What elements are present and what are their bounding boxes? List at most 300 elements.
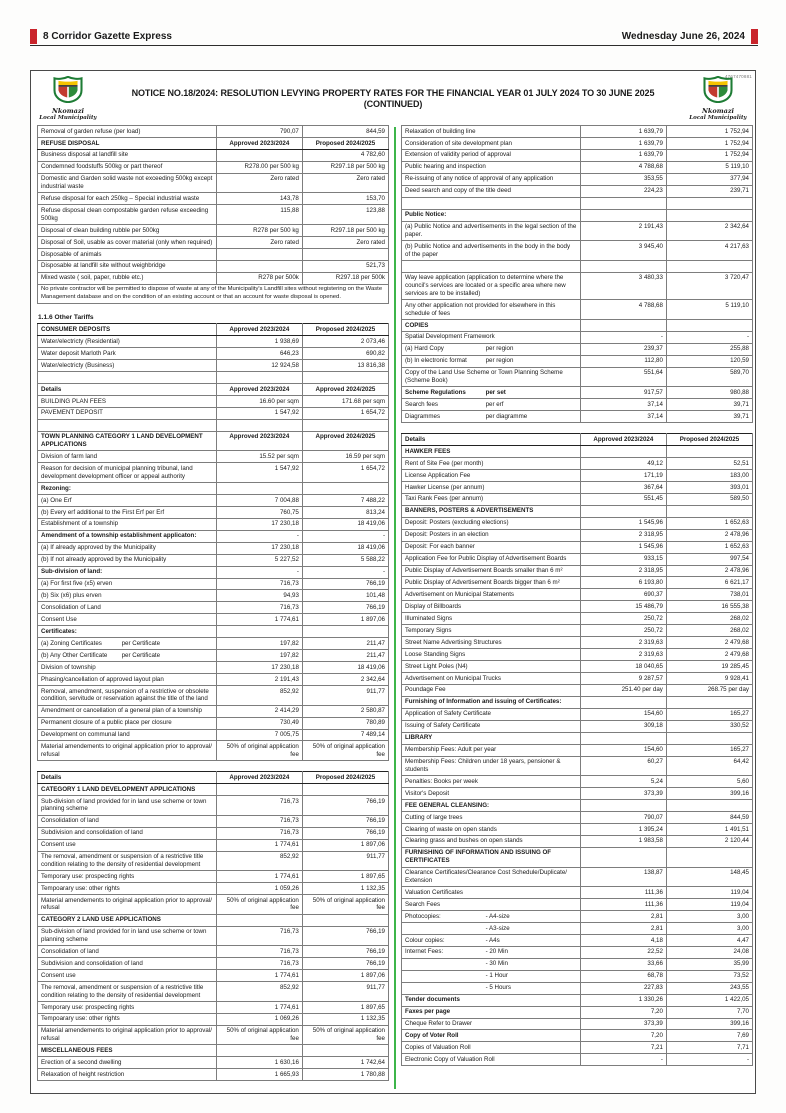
green-column-divider: [394, 127, 396, 1089]
table-row: [38, 126, 389, 138]
table-row: [38, 871, 389, 883]
issue-date: Wednesday June 26, 2024: [621, 30, 745, 42]
proposed-value-cell: 3,00: [666, 911, 752, 923]
proposed-value-cell: 50% of original application fee: [302, 1025, 388, 1045]
tariff-description-cell: Clearance Certificates/Clearance Cost Schedule/Duplicate/ Extension: [402, 867, 581, 887]
approved-value-cell: -: [216, 530, 302, 542]
table-row: [38, 1057, 389, 1069]
approved-value-cell: 7,20: [580, 1030, 666, 1042]
proposed-value-cell: 52,51: [666, 458, 752, 470]
approved-value-cell: 17 230,18: [216, 542, 302, 554]
table-row: [402, 505, 753, 517]
proposed-value-cell: 766,19: [302, 946, 388, 958]
approved-value-cell: 1 059,26: [216, 883, 302, 895]
tariff-description-cell: Deposit: Posters (excluding elections): [402, 517, 581, 529]
proposed-value-cell: 330,52: [666, 720, 752, 732]
approved-value-cell: 4,18: [580, 934, 666, 946]
approved-value-cell: Approved 2023/2024: [216, 431, 302, 451]
table-row: [38, 360, 389, 372]
tariff-description-cell: Erection of a second dwelling: [38, 1057, 217, 1069]
proposed-value-cell: 39,71: [666, 411, 752, 423]
proposed-value-cell: Approved 2024/2025: [302, 383, 388, 395]
proposed-value-cell: [666, 696, 752, 708]
approved-value-cell: 917,57: [580, 387, 666, 399]
proposed-value-cell: 35,99: [666, 958, 752, 970]
table-row: [402, 577, 753, 589]
approved-value-cell: 94,93: [216, 590, 302, 602]
tariff-description-cell: Copy of the Land Use Scheme or Town Planning Scheme (Scheme Book): [402, 367, 581, 387]
proposed-value-cell: 589,70: [666, 367, 752, 387]
proposed-value-cell: 9 928,41: [666, 672, 752, 684]
proposed-value-cell: 171.68 per sqm: [302, 395, 388, 407]
approved-value-cell: 7,21: [580, 1042, 666, 1054]
tariff-description-cell: Consolidation of Land: [38, 602, 217, 614]
approved-value-cell: 197,82: [216, 650, 302, 662]
approved-value-cell: R278 per 500 kg: [216, 225, 302, 237]
empty-cell: [38, 372, 217, 384]
approved-value-cell: 4 788,68: [580, 161, 666, 173]
tariff-description-cell: Taxi Rank Fees (per annum): [402, 493, 581, 505]
proposed-value-cell: [666, 505, 752, 517]
tariff-description-cell: (a) Public Notice and advertisements in the legal section of the paper.: [402, 221, 581, 241]
proposed-value-cell: 5 588,22: [302, 554, 388, 566]
table-row: [38, 336, 389, 348]
proposed-value-cell: 7,69: [666, 1030, 752, 1042]
tariff-description-cell: FURNISHING OF INFORMATION AND ISSUING OF CERTIFICATES: [402, 847, 581, 867]
table-row: [38, 372, 389, 384]
consumer-deposits-town-planning-table: [37, 323, 389, 761]
table-row: [402, 934, 753, 946]
table-row: [38, 205, 389, 225]
tariff-description-cell: Temporary use: prospecting rights: [38, 1001, 217, 1013]
tariff-description-cell: Disposable of animals: [38, 248, 217, 260]
approved-value-cell: 138,87: [580, 867, 666, 887]
proposed-value-cell: 13 816,38: [302, 360, 388, 372]
tariff-description-cell: Development on communal land: [38, 729, 217, 741]
table-row: [402, 458, 753, 470]
proposed-value-cell: 7 488,22: [302, 494, 388, 506]
tariff-description-cell: Consideration of site development plan: [402, 137, 581, 149]
table-row: [402, 696, 753, 708]
approved-value-cell: 1 547,92: [216, 407, 302, 419]
approved-value-cell: 171,19: [580, 470, 666, 482]
tariff-description-cell: Issuing of Safety Certificate: [402, 720, 581, 732]
table-row: [402, 899, 753, 911]
approved-value-cell: 5 227,52: [216, 554, 302, 566]
table-row: [402, 221, 753, 241]
table-row: [402, 1018, 753, 1030]
table-row: [38, 149, 389, 161]
table-row: [402, 835, 753, 847]
tariff-description-cell: (a) Hard Copy per region: [402, 343, 581, 355]
proposed-value-cell: 3,00: [666, 923, 752, 935]
red-accent-block-right: [751, 29, 758, 44]
approved-value-cell: [216, 626, 302, 638]
approved-value-cell: 1 983,58: [580, 835, 666, 847]
proposed-value-cell: [302, 1045, 388, 1057]
tariff-description-cell: Details: [38, 772, 217, 784]
proposed-value-cell: 1 654,72: [302, 407, 388, 419]
proposed-value-cell: 4 217,63: [666, 241, 752, 261]
approved-value-cell: 3 480,33: [580, 272, 666, 299]
approved-value-cell: 7 004,88: [216, 494, 302, 506]
table-row: [402, 720, 753, 732]
proposed-value-cell: 183,00: [666, 470, 752, 482]
tariff-description-cell: Disposal of Soil, usable as cover material (only when required): [38, 237, 217, 249]
proposed-value-cell: Proposed 2024/2025: [302, 137, 388, 149]
table-row: [402, 493, 753, 505]
proposed-value-cell: 766,19: [302, 815, 388, 827]
proposed-value-cell: R297.18 per 500 kg: [302, 225, 388, 237]
approved-value-cell: 1 639,79: [580, 126, 666, 138]
tariff-description-cell: Consolidation of land: [38, 815, 217, 827]
proposed-value-cell: 844,59: [302, 126, 388, 138]
tariff-description-cell: (b) Any Other Certificate per Certificate: [38, 650, 217, 662]
table-row: [38, 883, 389, 895]
table-row: [38, 173, 389, 193]
table-row: [38, 578, 389, 590]
tariff-description-cell: Tempoarary use: other rights: [38, 883, 217, 895]
table-row: [402, 553, 753, 565]
approved-value-cell: 37,14: [580, 399, 666, 411]
proposed-value-cell: [302, 483, 388, 495]
table-row: [38, 137, 389, 149]
empty-cell: [666, 260, 752, 272]
two-column-layout: [36, 123, 750, 1091]
table-row: [38, 662, 389, 674]
table-row: [38, 650, 389, 662]
table-row: [38, 518, 389, 530]
approved-value-cell: 2 319,63: [580, 649, 666, 661]
approved-value-cell: 1 774,61: [216, 970, 302, 982]
approved-value-cell: 1 330,26: [580, 994, 666, 1006]
proposed-value-cell: 2 479,68: [666, 637, 752, 649]
table-row: [402, 923, 753, 935]
table-row: [38, 602, 389, 614]
approved-value-cell: [580, 847, 666, 867]
proposed-value-cell: R297.18 per 500k: [302, 272, 388, 284]
tariff-description-cell: Loose Standing Signs: [402, 649, 581, 661]
proposed-value-cell: 1 491,51: [666, 823, 752, 835]
table-row: [38, 729, 389, 741]
table-row: [402, 970, 753, 982]
proposed-value-cell: 5 119,10: [666, 161, 752, 173]
approved-value-cell: [580, 696, 666, 708]
proposed-value-cell: 1 780,88: [302, 1069, 388, 1081]
table-row: [402, 470, 753, 482]
tariff-description-cell: (b) Six (x6) plus erven: [38, 590, 217, 602]
table-row: [38, 626, 389, 638]
proposed-value-cell: 780,89: [302, 717, 388, 729]
approved-value-cell: 1 665,93: [216, 1069, 302, 1081]
tariff-description-cell: Display of Billboards: [402, 601, 581, 613]
tariff-description-cell: Tender documents: [402, 994, 581, 1006]
proposed-value-cell: 997,54: [666, 553, 752, 565]
tariff-description-cell: Removal of garden refuse (per load): [38, 126, 217, 138]
table-row: [38, 193, 389, 205]
proposed-value-cell: 1 132,35: [302, 1013, 388, 1025]
tariff-description-cell: Material amendements to original application prior to approval/ refusal: [38, 895, 217, 915]
proposed-value-cell: 50% of original application fee: [302, 895, 388, 915]
proposed-value-cell: 7,71: [666, 1042, 752, 1054]
proposed-value-cell: 1 897,06: [302, 839, 388, 851]
approved-value-cell: [216, 260, 302, 272]
tariff-description-cell: Search fees per erf: [402, 399, 581, 411]
proposed-value-cell: 399,16: [666, 788, 752, 800]
tariff-description-cell: (b) In electronic format per region: [402, 355, 581, 367]
tariff-description-cell: CATEGORY 1 LAND DEVELOPMENT APPLICATIONS: [38, 784, 217, 796]
tariff-description-cell: Electronic Copy of Valuation Roll: [402, 1054, 581, 1066]
proposed-value-cell: 243,55: [666, 982, 752, 994]
proposed-value-cell: 16 555,38: [666, 601, 752, 613]
empty-cell: [402, 197, 581, 209]
table-row: [402, 732, 753, 744]
table-row: [402, 823, 753, 835]
approved-value-cell: 17 230,18: [216, 662, 302, 674]
approved-value-cell: [580, 209, 666, 221]
proposed-value-cell: [302, 248, 388, 260]
proposed-value-cell: 844,59: [666, 812, 752, 824]
approved-value-cell: 251.40 per day: [580, 684, 666, 696]
tariff-description-cell: Amendment or cancellation of a general plan of a township: [38, 705, 217, 717]
table-row: [38, 946, 389, 958]
tariff-description-cell: Penalties: Books per week: [402, 776, 581, 788]
tariff-description-cell: Material amendements to original application prior to approval/ refusal: [38, 741, 217, 761]
table-row: [402, 994, 753, 1006]
table-row: [402, 1030, 753, 1042]
approved-value-cell: 2,81: [580, 911, 666, 923]
approved-value-cell: [216, 914, 302, 926]
tariff-description-cell: Material amendements to original application prior to approval/ refusal: [38, 1025, 217, 1045]
table-row: [38, 237, 389, 249]
proposed-value-cell: 153,70: [302, 193, 388, 205]
tariff-description-cell: The removal, amendment or suspension of a restrictive title condition relating to the density of residential development: [38, 851, 217, 871]
tariff-description-cell: Rezoning:: [38, 483, 217, 495]
approved-value-cell: 2 318,95: [580, 565, 666, 577]
tariff-description-cell: Water/electricty (Residential): [38, 336, 217, 348]
tariff-description-cell: - 1 Hour: [402, 970, 581, 982]
proposed-value-cell: 813,24: [302, 506, 388, 518]
table-row: [38, 1013, 389, 1025]
approved-value-cell: 15 486,79: [580, 601, 666, 613]
table-row: [402, 399, 753, 411]
proposed-value-cell: 1 654,72: [302, 463, 388, 483]
empty-cell: [216, 372, 302, 384]
table-row: [38, 982, 389, 1002]
table-row: [402, 446, 753, 458]
tariff-description-cell: MISCELLANEOUS FEES: [38, 1045, 217, 1057]
approved-value-cell: 7 005,75: [216, 729, 302, 741]
tariff-description-cell: BANNERS, POSTERS & ADVERTISEMENTS: [402, 505, 581, 517]
notice-title: NOTICE NO.18/2024: RESOLUTION LEVYING PROPERTY RATES FOR THE FINANCIAL YEAR 01 JULY 2024 TO 30 JUNE 2025 (CONTINUED): [131, 88, 655, 109]
table-row: [38, 827, 389, 839]
masthead: [36, 75, 750, 123]
table-row: [402, 649, 753, 661]
tariff-description-cell: Photocopies: - A4-size: [402, 911, 581, 923]
approved-value-cell: 852,92: [216, 982, 302, 1002]
tariff-description-cell: Copy of Voter Roll: [402, 1030, 581, 1042]
table-row: [402, 812, 753, 824]
approved-value-cell: 9 287,57: [580, 672, 666, 684]
tariff-description-cell: Public Display of Advertisement Boards smaller than 6 m²: [402, 565, 581, 577]
empty-cell: [38, 419, 217, 431]
proposed-value-cell: 16.59 per sqm: [302, 451, 388, 463]
table-row: [402, 911, 753, 923]
approved-value-cell: 7,20: [580, 1006, 666, 1018]
tariff-description-cell: (a) Zoning Certificates per Certificate: [38, 638, 217, 650]
tariff-description-cell: Temporary Signs: [402, 625, 581, 637]
proposed-value-cell: 123,88: [302, 205, 388, 225]
running-head-left: [30, 29, 172, 44]
table-row: [402, 601, 753, 613]
tariff-description-cell: Details: [38, 383, 217, 395]
approved-value-cell: 250,72: [580, 625, 666, 637]
tariff-description-cell: Reason for decision of municipal planning tribunal, land development development officer or appeal authority: [38, 463, 217, 483]
table-row: [38, 839, 389, 851]
proposed-value-cell: 738,01: [666, 589, 752, 601]
tariff-description-cell: Membership Fees: Children under 18 years, pensioner & students: [402, 756, 581, 776]
table-row: [402, 887, 753, 899]
proposed-value-cell: 211,47: [302, 638, 388, 650]
proposed-value-cell: 2 479,68: [666, 649, 752, 661]
tariff-description-cell: COPIES: [402, 319, 581, 331]
table-row: [402, 137, 753, 149]
tariff-description-cell: Phasing/cancellation of approved layout plan: [38, 674, 217, 686]
tariff-description-cell: HAWKER FEES: [402, 446, 581, 458]
approved-value-cell: 716,73: [216, 796, 302, 816]
proposed-value-cell: 766,19: [302, 796, 388, 816]
tariff-description-cell: Subdivision and consolidation of land: [38, 827, 217, 839]
approved-value-cell: 2 319,63: [580, 637, 666, 649]
proposed-value-cell: 2 478,96: [666, 529, 752, 541]
tariff-description-cell: PAVEMENT DEPOSIT: [38, 407, 217, 419]
table-row: [38, 348, 389, 360]
tariff-description-cell: LIBRARY: [402, 732, 581, 744]
proposed-value-cell: 1 752,94: [666, 149, 752, 161]
tariff-description-cell: Street Name Advertising Structures: [402, 637, 581, 649]
proposed-value-cell: 6 621,17: [666, 577, 752, 589]
proposed-value-cell: 39,71: [666, 399, 752, 411]
tariff-description-cell: Poundage Fee: [402, 684, 581, 696]
tariff-description-cell: Spatial Development Framework: [402, 331, 581, 343]
approved-value-cell: 551,64: [580, 367, 666, 387]
proposed-value-cell: 1 897,06: [302, 614, 388, 626]
proposed-value-cell: 766,19: [302, 926, 388, 946]
approved-value-cell: 1 774,61: [216, 871, 302, 883]
approved-value-cell: 2 414,29: [216, 705, 302, 717]
tariff-description-cell: TOWN PLANNING CATEGORY 1 LAND DEVELOPMENT APPLICATIONS: [38, 431, 217, 451]
approved-value-cell: 790,07: [580, 812, 666, 824]
approved-value-cell: 373,39: [580, 1018, 666, 1030]
paper-title: 8 Corridor Gazette Express: [43, 30, 172, 42]
approved-value-cell: Approved 2023/2024: [216, 772, 302, 784]
tariff-description-cell: (a) For first five (x5) erven: [38, 578, 217, 590]
approved-value-cell: 6 193,80: [580, 577, 666, 589]
tariff-description-cell: Establishment of a township: [38, 518, 217, 530]
approved-value-cell: 197,82: [216, 638, 302, 650]
table-row: [38, 506, 389, 518]
table-row: [38, 483, 389, 495]
approved-value-cell: 716,73: [216, 578, 302, 590]
ref-number: 4767470881: [724, 74, 752, 80]
approved-value-cell: 716,73: [216, 602, 302, 614]
empty-cell: [302, 372, 388, 384]
town-planning-continued-table: [401, 125, 753, 423]
tariff-description-cell: Disposable at landfill site without weighbridge: [38, 260, 217, 272]
refuse-disposal-table: [37, 125, 389, 304]
proposed-value-cell: Proposed 2024/2025: [302, 772, 388, 784]
tariff-description-cell: Temporary use: prospecting rights: [38, 871, 217, 883]
approved-value-cell: Zero rated: [216, 173, 302, 193]
proposed-value-cell: 1 652,63: [666, 517, 752, 529]
table-row: [402, 1042, 753, 1054]
approved-value-cell: [216, 149, 302, 161]
approved-value-cell: 1 395,24: [580, 823, 666, 835]
approved-value-cell: -: [580, 1054, 666, 1066]
approved-value-cell: 5,24: [580, 776, 666, 788]
tariff-description-cell: (b) Every erf additional to the First Erf per Erf: [38, 506, 217, 518]
table-row: [38, 717, 389, 729]
approved-value-cell: [216, 248, 302, 260]
tariff-description-cell: Scheme Regulations per set: [402, 387, 581, 399]
empty-cell: [580, 197, 666, 209]
proposed-value-cell: -: [302, 530, 388, 542]
tariff-description-cell: Domestic and Garden solid waste not exceeding 500kg except industrial waste: [38, 173, 217, 193]
table-row: [38, 796, 389, 816]
tariff-description-cell: Business disposal at landfill site: [38, 149, 217, 161]
tariff-description-cell: Way leave application (application to determine where the council's services are located or a specific area where new services are to be installed): [402, 272, 581, 299]
table-row: [402, 637, 753, 649]
proposed-value-cell: 1 897,06: [302, 970, 388, 982]
approved-value-cell: 1 069,26: [216, 1013, 302, 1025]
approved-value-cell: 239,37: [580, 343, 666, 355]
table-row: [402, 589, 753, 601]
table-row: [402, 982, 753, 994]
tariff-description-cell: BUILDING PLAN FEES: [38, 395, 217, 407]
proposed-value-cell: 73,52: [666, 970, 752, 982]
proposed-value-cell: 2 478,96: [666, 565, 752, 577]
tariff-description-cell: Removal, amendment, suspension of a restrictive or obsolete condition, servitude or reservation against the title of the land: [38, 685, 217, 705]
tariff-description-cell: (b) If not already approved by the Municipality: [38, 554, 217, 566]
tariff-description-cell: Deed search and copy of the title deed: [402, 185, 581, 197]
tariff-description-cell: Public hearing and inspection: [402, 161, 581, 173]
tariff-description-cell: Division of township: [38, 662, 217, 674]
approved-value-cell: Zero rated: [216, 237, 302, 249]
proposed-value-cell: 911,77: [302, 685, 388, 705]
table-row: [402, 161, 753, 173]
proposed-value-cell: 1 897,65: [302, 1001, 388, 1013]
approved-value-cell: 1 545,96: [580, 517, 666, 529]
proposed-value-cell: -: [302, 566, 388, 578]
tariff-description-cell: License Application Fee: [402, 470, 581, 482]
tariff-description-cell: Consent use: [38, 970, 217, 982]
tariff-description-cell: Membership Fees: Adult per year: [402, 744, 581, 756]
approved-value-cell: 373,39: [580, 788, 666, 800]
approved-value-cell: 2 191,43: [580, 221, 666, 241]
proposed-value-cell: 589,50: [666, 493, 752, 505]
proposed-value-cell: [666, 800, 752, 812]
proposed-value-cell: 18 419,06: [302, 542, 388, 554]
approved-value-cell: -: [580, 331, 666, 343]
tariff-description-cell: Subdivision and consolidation of land: [38, 958, 217, 970]
proposed-value-cell: 2 073,46: [302, 336, 388, 348]
empty-cell: [302, 419, 388, 431]
tariff-description-cell: Cutting of large trees: [402, 812, 581, 824]
tariff-description-cell: REFUSE DISPOSAL: [38, 137, 217, 149]
proposed-value-cell: 2 580,87: [302, 705, 388, 717]
table-row: [402, 209, 753, 221]
approved-value-cell: Approved 2023/2024: [216, 383, 302, 395]
